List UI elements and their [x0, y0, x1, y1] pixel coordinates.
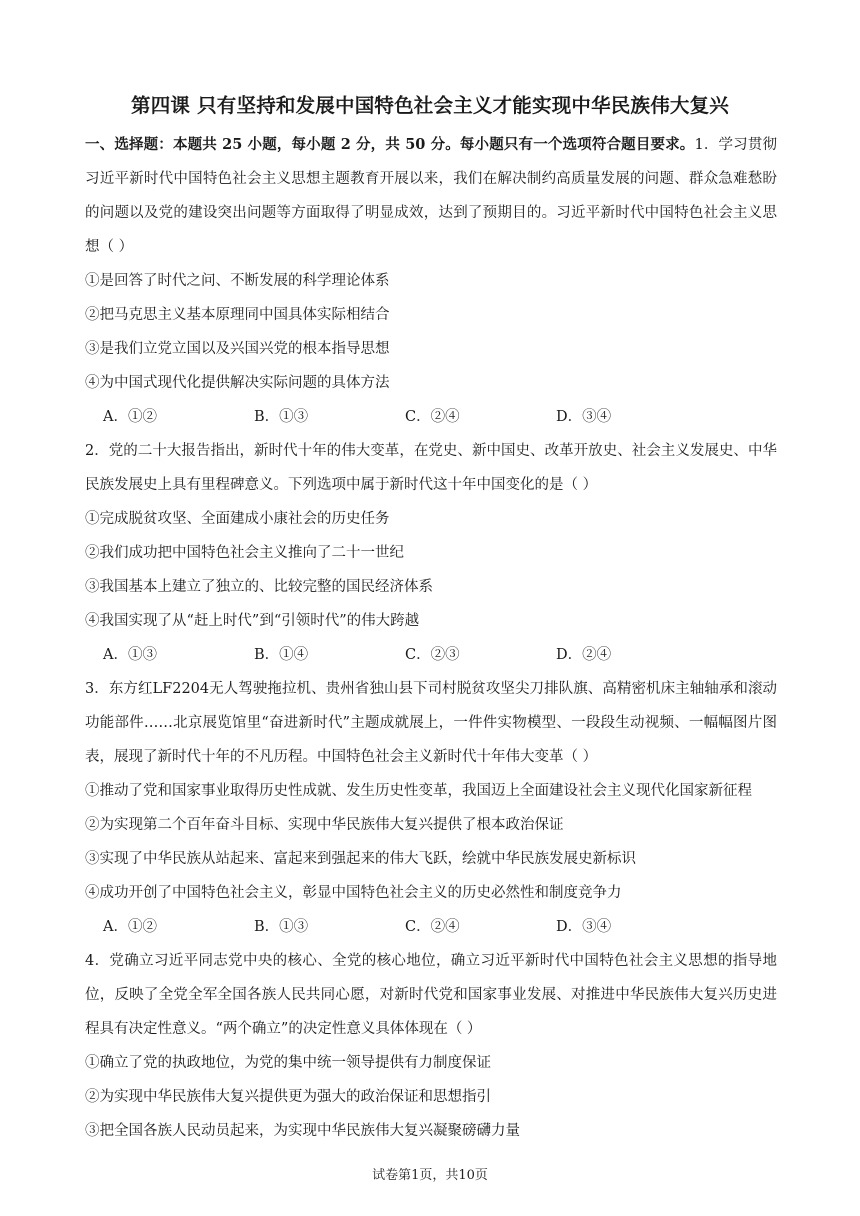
option-a[interactable]: A．①③ [103, 647, 157, 663]
option-c[interactable]: C．②③ [405, 647, 460, 663]
question-4-statement: ①确立了党的执政地位，为党的集中统一领导提供有力制度保证 [85, 1055, 491, 1071]
option-d[interactable]: D．③④ [556, 409, 612, 425]
question-2-statement: ③我国基本上建立了独立的、比较完整的国民经济体系 [85, 579, 433, 595]
question-3-statement: ①推动了党和国家事业取得历史性成就、发生历史性变革，我国迈上全面建设社会主义现代化国家新征程 [85, 783, 752, 799]
question-3-statement: ④成功开创了中国特色社会主义，彰显中国特色社会主义的历史必然性和制度竞争力 [85, 885, 622, 901]
page-title: 第四课 只有坚持和发展中国特色社会主义才能实现中华民族伟大复兴 [131, 94, 729, 117]
question-1-stem: 1．学习贯彻习近平新时代中国特色社会主义思想主题教育开展以来，我们在解决制约高质量发展的问题、群众急难愁盼的问题以及党的建设突出问题等方面取得了明显成效，达到了预期目的。习近平新时代中国特色社会主义思想（ ） [85, 137, 777, 255]
question-3-options [85, 910, 777, 944]
option-d[interactable]: D．③④ [556, 919, 612, 935]
question-2-options [85, 638, 777, 672]
page-footer: 试卷第1页，共10页 [372, 1168, 488, 1183]
question-4-stem: 4．党确立习近平同志党中央的核心、全党的核心地位，确立习近平新时代中国特色社会主义思想的指导地位，反映了全党全军全国各族人民共同心愿，对新时代党和国家事业发展、对推进中华民族伟大复兴历史进程具有决定性意义。“两个确立”的决定性意义具体体现在（ ） [85, 953, 777, 1037]
question-2-stem: 2．党的二十大报告指出，新时代十年的伟大变革，在党史、新中国史、改革开放史、社会主义发展史、中华民族发展史上具有里程碑意义。下列选项中属于新时代这十年中国变化的是（ ） [85, 443, 777, 493]
option-c[interactable]: C．②④ [405, 409, 460, 425]
section-label: 一、选择题：本题共 25 小题，每小题 2 分，共 50 分。每小题只有一个选项符合题目要求。 [85, 136, 695, 153]
question-1-options [85, 400, 777, 434]
option-b[interactable]: B．①③ [254, 919, 309, 935]
option-d[interactable]: D．②④ [556, 647, 612, 663]
question-3-stem: 3．东方红LF2204无人驾驶拖拉机、贵州省独山县下司村脱贫攻坚尖刀排队旗、高精密机床主轴轴承和滚动功能部件……北京展览馆里“奋进新时代”主题成就展上，一件件实物模型、一段段生动视频、一幅幅图片图表，展现了新时代十年的不凡历程。中国特色社会主义新时代十年伟大变革（ ） [85, 681, 777, 765]
question-4-statement: ③把全国各族人民动员起来，为实现中华民族伟大复兴凝聚磅礴力量 [85, 1123, 520, 1139]
question-1-statement: ④为中国式现代化提供解决实际问题的具体方法 [85, 375, 390, 391]
question-4-statement: ②为实现中华民族伟大复兴提供更为强大的政治保证和思想指引 [85, 1089, 491, 1105]
question-1-statement: ②把马克思主义基本原理同中国具体实际相结合 [85, 307, 390, 323]
section-intro [85, 128, 777, 264]
question-list [85, 128, 777, 1148]
question-2-statement: ②我们成功把中国特色社会主义推向了二十一世纪 [85, 545, 404, 561]
question-2-statement: ①完成脱贫攻坚、全面建成小康社会的历史任务 [85, 511, 390, 527]
question-1-statement: ①是回答了时代之问、不断发展的科学理论体系 [85, 273, 390, 289]
option-a[interactable]: A．①② [103, 409, 157, 425]
option-a[interactable]: A．①② [103, 919, 157, 935]
option-b[interactable]: B．①③ [254, 409, 309, 425]
question-2-statement: ④我国实现了从“赶上时代”到“引领时代”的伟大跨越 [85, 613, 420, 629]
question-3-statement: ③实现了中华民族从站起来、富起来到强起来的伟大飞跃，绘就中华民族发展史新标识 [85, 851, 636, 867]
question-1-statement: ③是我们立党立国以及兴国兴党的根本指导思想 [85, 341, 390, 357]
option-c[interactable]: C．②④ [405, 919, 460, 935]
option-b[interactable]: B．①④ [254, 647, 309, 663]
question-3-statement: ②为实现第二个百年奋斗目标、实现中华民族伟大复兴提供了根本政治保证 [85, 817, 564, 833]
